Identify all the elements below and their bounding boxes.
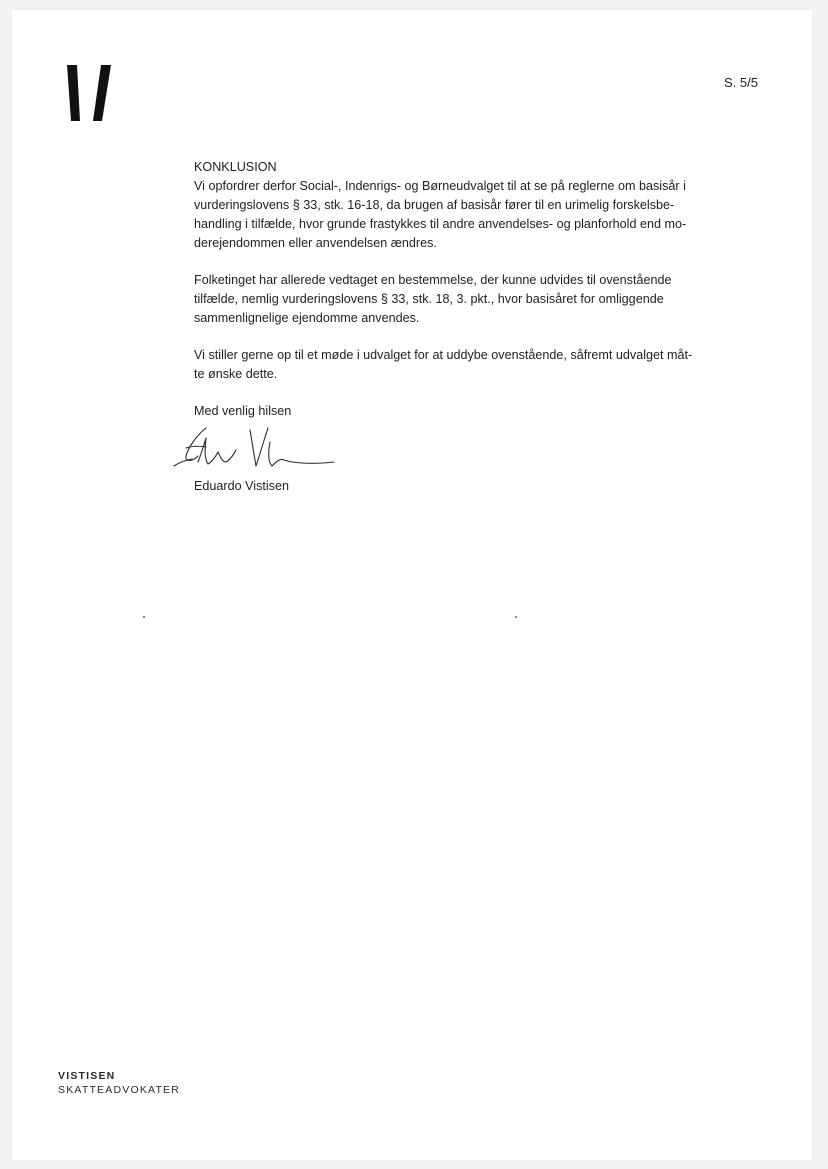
text-line: derejendommen eller anvendelsen ændres. xyxy=(194,236,437,250)
meeting-paragraph xyxy=(194,346,750,384)
conclusion-paragraph xyxy=(194,158,750,253)
text-line: handling i tilfælde, hvor grunde frastykkes til andre anvendelses- og planforhold end mo- xyxy=(194,217,687,231)
firm-name: VISTISEN xyxy=(58,1070,116,1082)
footer-firm xyxy=(58,1069,180,1097)
text-line: vurderingslovens § 33, stk. 16-18, da brugen af basisår fører til en urimelig forskelsbe- xyxy=(194,198,675,212)
vistisen-v-logo-icon xyxy=(67,65,111,121)
text-line: Vi opfordrer derfor Social-, Indenrigs- og Børneudvalget til at se på reglerne om basisår i xyxy=(194,179,686,193)
firm-subtitle: SKATTEADVOKATER xyxy=(58,1084,181,1096)
text-line: sammenlignelige ejendomme anvendes. xyxy=(194,311,420,325)
text-line: te ønske dette. xyxy=(194,367,278,381)
parliament-paragraph xyxy=(194,271,750,328)
text-line: Vi stiller gerne op til et møde i udvalget for at uddybe ovenstående, såfremt udvalget måt- xyxy=(194,348,693,362)
text-line: Folketinget har allerede vedtaget en bestemmelse, der kunne udvides til ovenstående xyxy=(194,273,672,287)
scan-speck xyxy=(143,616,145,618)
section-heading: KONKLUSION xyxy=(194,160,277,174)
letter-body xyxy=(194,158,750,402)
text-line: tilfælde, nemlig vurderingslovens § 33, stk. 18, 3. pkt., hvor basisåret for omliggende xyxy=(194,292,664,306)
closing-greeting: Med venlig hilsen xyxy=(194,404,292,418)
scan-speck xyxy=(515,616,517,618)
handwritten-signature-icon xyxy=(172,422,340,478)
page-number: S. 5/5 xyxy=(724,75,758,90)
signer-name: Eduardo Vistisen xyxy=(194,479,289,493)
